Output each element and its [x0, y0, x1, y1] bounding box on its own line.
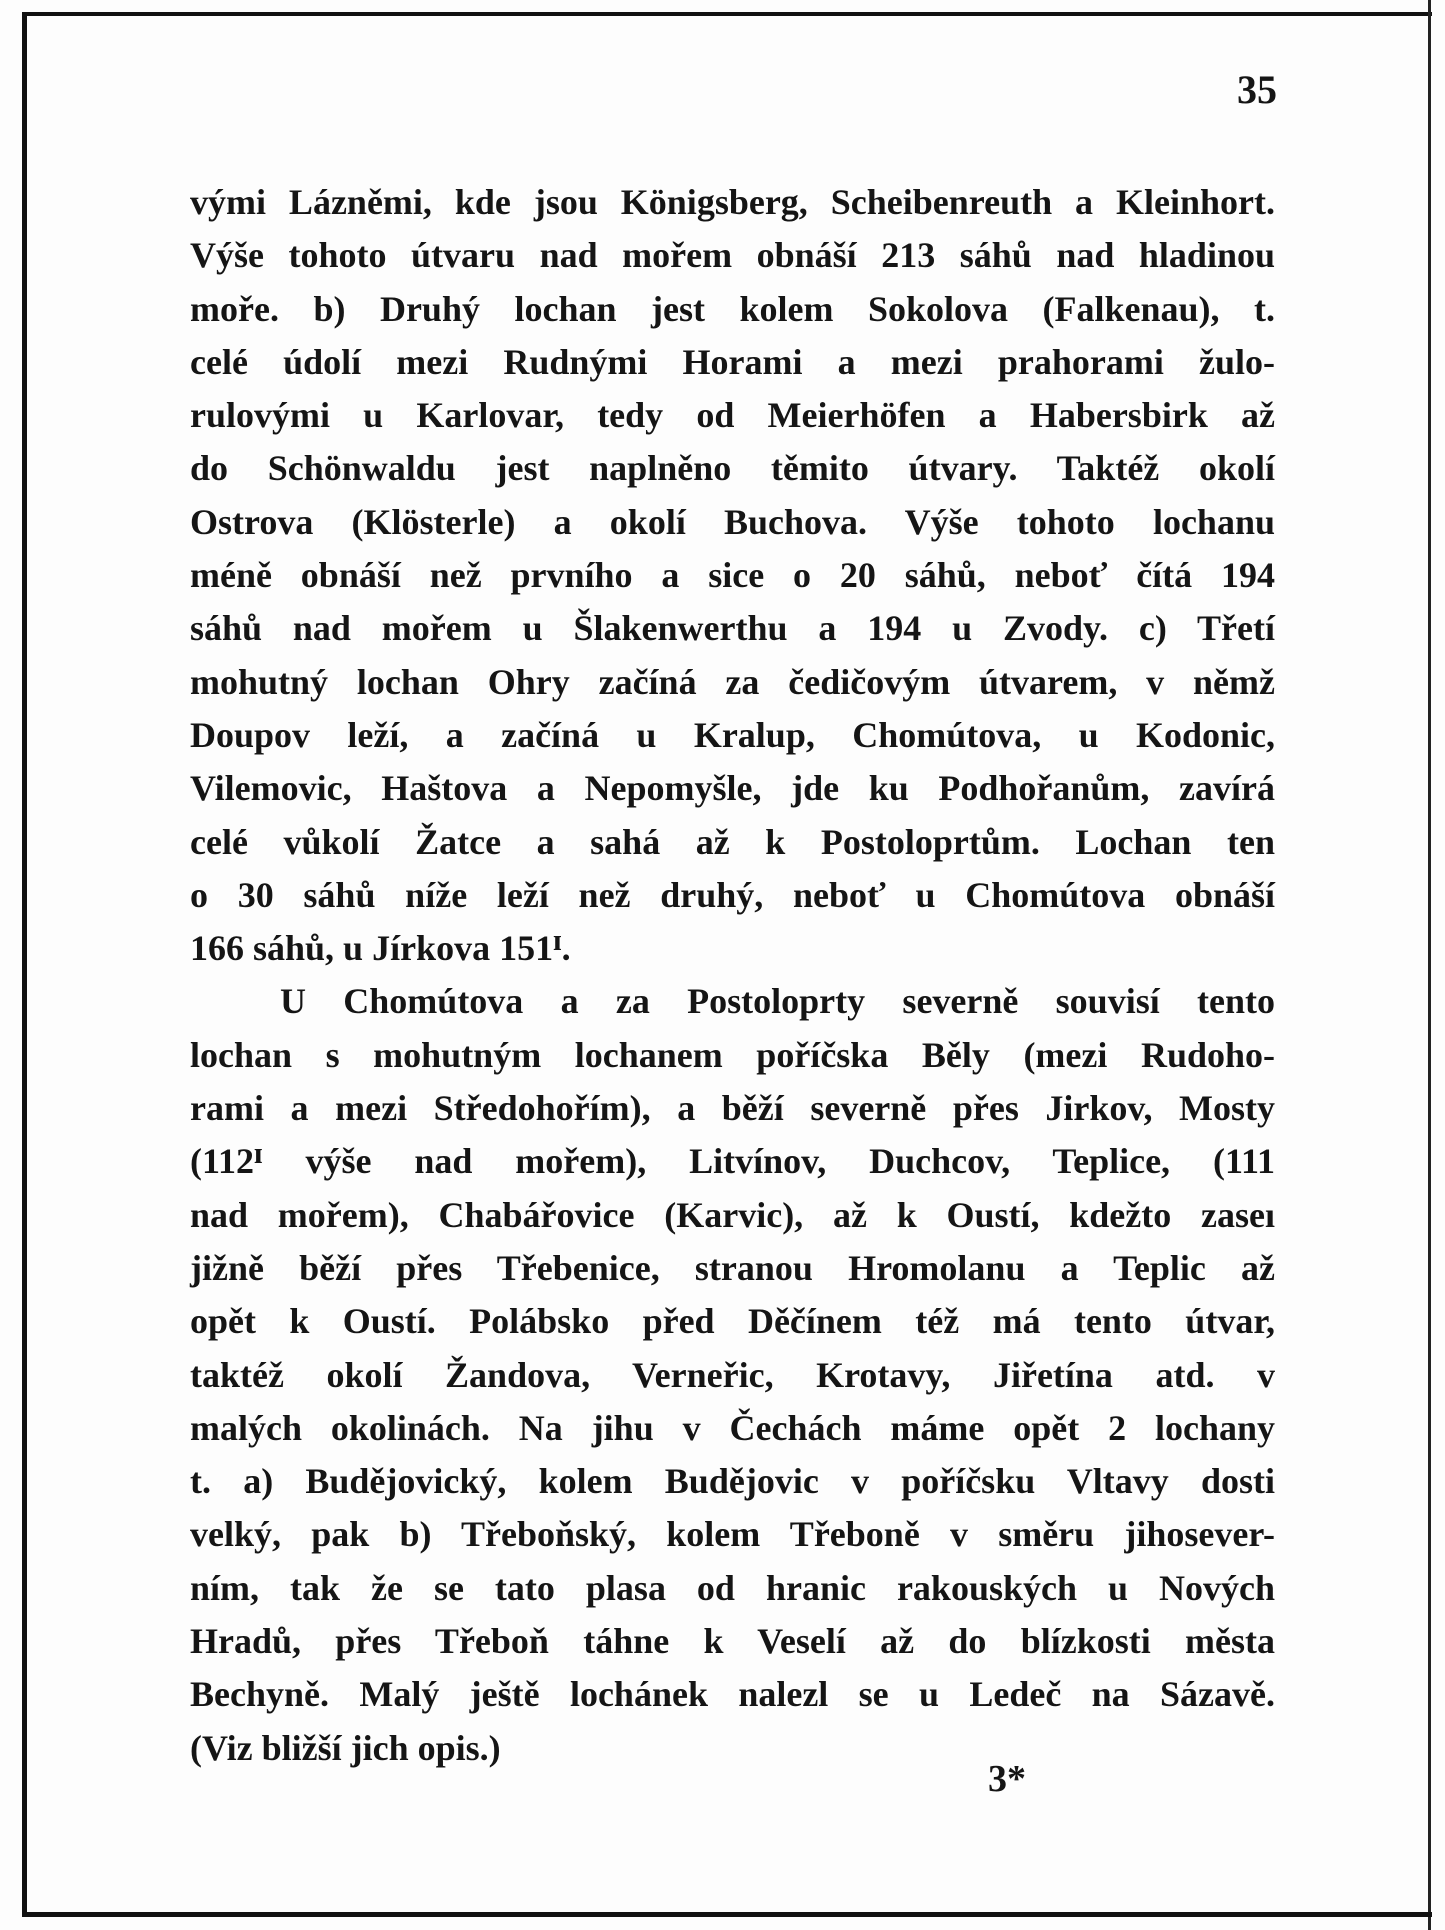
text-line: Ostrova (Klösterle) a okolí Buchova. Výše tohoto lochanu — [190, 501, 1275, 542]
scan-border-bottom — [22, 1912, 1432, 1917]
text-line: velký, pak b) Třeboňský, kolem Třeboně v směru jihosever- — [190, 1514, 1275, 1555]
text-line: celé vůkolí Žatce a sahá až k Postoloprtům. Lochan ten — [190, 821, 1275, 862]
text-line: sáhů nad mořem u Šlakenwerthu a 194 u Zvody. c) Třetí — [190, 608, 1275, 649]
text-line: malých okolinách. Na jihu v Čechách máme opět 2 lochany — [190, 1407, 1275, 1448]
text-line: do Schönwaldu jest naplněno těmito útvary. Taktéž okolí — [190, 448, 1275, 489]
scan-border-top — [22, 12, 1432, 16]
scan-border-right — [1428, 0, 1431, 1930]
text-line: Hradů, přes Třeboň táhne k Veselí až do blízkosti města — [190, 1621, 1275, 1662]
page-number: 35 — [1237, 67, 1277, 112]
signature-mark: 3* — [988, 1758, 1026, 1800]
paragraph-start-line: U Chomútova a za Postoloprty severně souvisí tento — [280, 981, 1275, 1022]
text-line: nad mořem), Chabářovice (Karvic), až k Oustí, kdežto zaseı — [190, 1194, 1275, 1235]
text-line: opět k Oustí. Polábsko před Děčínem též má tento útvar, — [190, 1301, 1275, 1342]
text-line: lochan s mohutným lochanem poříčska Běly (mezi Rudoho- — [190, 1034, 1275, 1075]
paragraph-end-line: (Viz bližší jich opis.) — [190, 1727, 501, 1768]
paragraph-end-line: 166 sáhů, u Jírkova 151ᴵ. — [190, 928, 571, 969]
scan-border-left — [22, 12, 27, 1917]
text-line: Výše tohoto útvaru nad mořem obnáší 213 sáhů nad hladinou — [190, 235, 1275, 276]
text-line: vými Lázněmi, kde jsou Königsberg, Scheibenreuth a Kleinhort. — [190, 182, 1275, 222]
text-line: o 30 sáhů níže leží než druhý, neboť u Chomútova obnáší — [190, 874, 1275, 915]
text-line: méně obnáší než prvního a sice o 20 sáhů, neboť čítá 194 — [190, 555, 1275, 596]
text-line: Vilemovic, Haštova a Nepomyšle, jde ku Podhořanům, zavírá — [190, 768, 1275, 809]
text-line: jižně běží přes Třebenice, stranou Hromolanu a Teplic až — [190, 1247, 1275, 1288]
text-line: Doupov leží, a začíná u Kralup, Chomútova, u Kodonic, — [190, 714, 1275, 755]
text-line: rulovými u Karlovar, tedy od Meierhöfen a Habersbirk až — [190, 395, 1275, 436]
text-line: taktéž okolí Žandova, Verneřic, Krotavy, Jiřetína atd. v — [190, 1354, 1275, 1395]
text-line: mohutný lochan Ohry začíná za čedičovým útvarem, v němž — [190, 661, 1275, 702]
body-text — [190, 176, 1275, 1775]
text-line: (112ᴵ výše nad mořem), Litvínov, Duchcov, Teplice, (111 — [190, 1141, 1275, 1182]
text-line: moře. b) Druhý lochan jest kolem Sokolova (Falkenau), t. — [190, 288, 1275, 329]
text-line: rami a mezi Středohořím), a běží severně přes Jirkov, Mosty — [190, 1088, 1275, 1129]
text-line: ním, tak že se tato plasa od hranic rakouských u Nových — [190, 1567, 1275, 1608]
text-line: celé údolí mezi Rudnými Horami a mezi prahorami žulo- — [190, 341, 1275, 382]
text-line: Bechyně. Malý ještě lochánek nalezl se u Ledeč na Sázavě. — [190, 1674, 1275, 1715]
text-line: t. a) Budějovický, kolem Budějovic v poříčsku Vltavy dosti — [190, 1461, 1275, 1502]
